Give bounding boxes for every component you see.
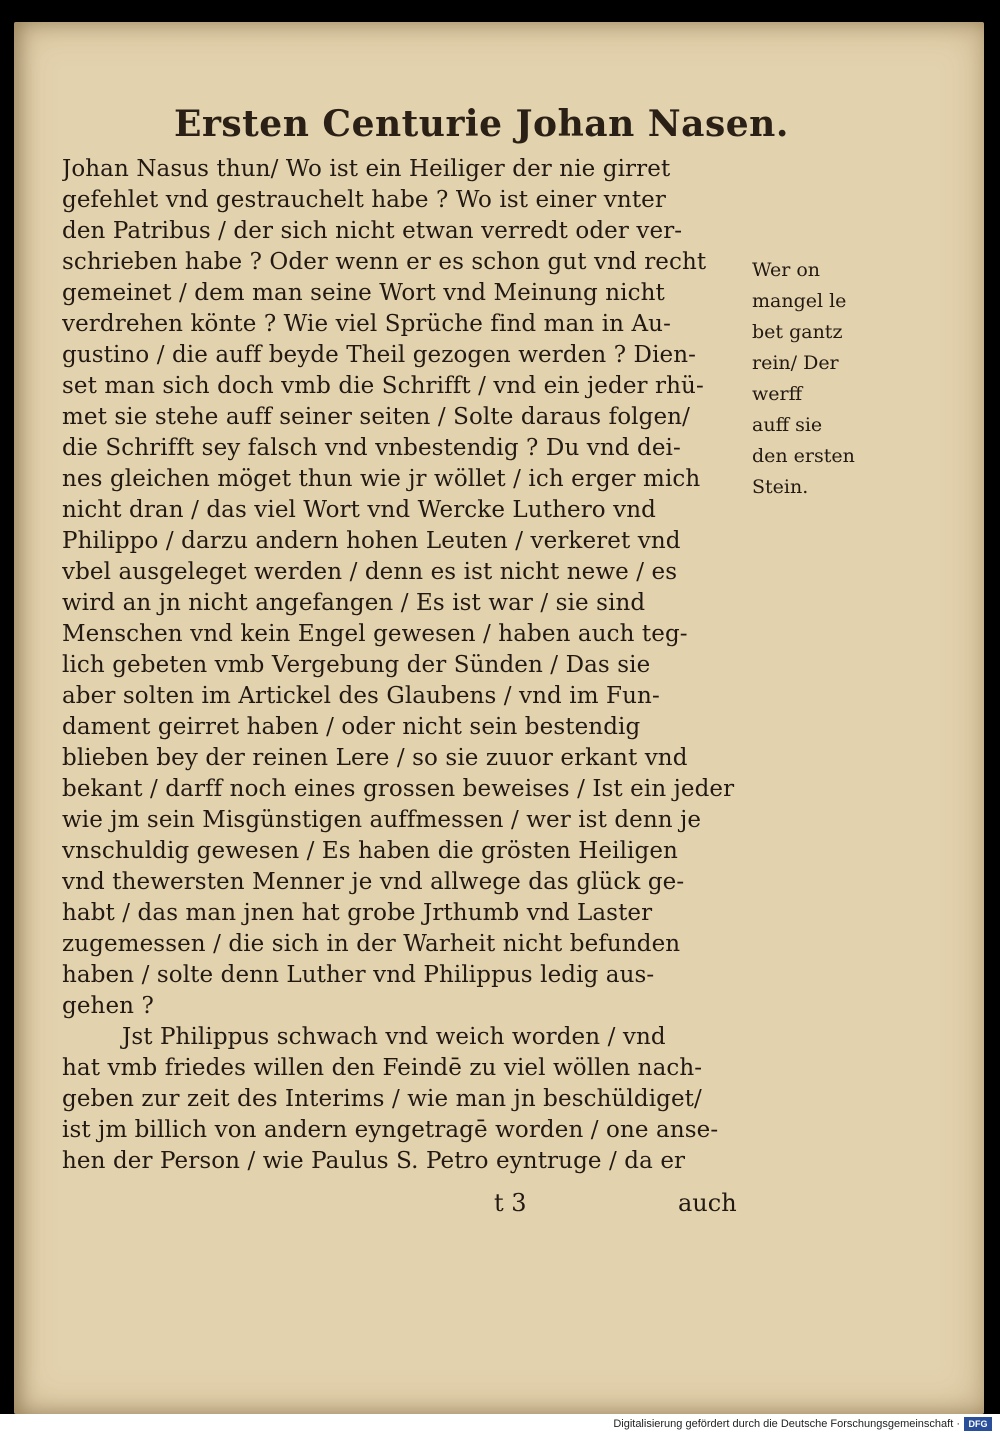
margin-note-line: Wer on [752,259,821,281]
body-text [62,154,762,1177]
text-line: nicht dran / das viel Wort vnd Wercke Luthero vnd [62,497,656,523]
text-line: aber solten im Artickel des Glaubens / vnd im Fun- [62,683,660,709]
text-line: ist jm billich von andern eyngetragē worden / one anse- [62,1117,719,1143]
text-line: lich gebeten vmb Vergebung der Sünden / Das sie [62,652,651,678]
margin-note-line: werff [752,383,803,405]
text-line: nes gleichen möget thun wie jr wöllet / ich erger mich [62,466,701,492]
text-line: blieben bey der reinen Lere / so sie zuuor erkant vnd [62,745,688,771]
margin-note-line: auff sie [752,414,823,436]
text-line: wie jm sein Misgünstigen auffmessen / wer ist denn je [62,807,702,833]
credit-text: Digitalisierung gefördert durch die Deutsche Forschungsgemeinschaft · [613,1418,960,1430]
text-line: die Schrifft sey falsch vnd vnbestendig ? Du vnd dei- [62,435,681,461]
margin-note-line: bet gantz [752,321,843,343]
dfg-logo-icon: DFG [964,1417,992,1431]
text-line: hat vmb friedes willen den Feindē zu viel wöllen nach- [62,1055,703,1081]
catchword: auch [678,1189,737,1217]
margin-note-line: Stein. [752,476,809,498]
margin-note-line: den ersten [752,445,855,467]
margin-note-line: rein/ Der [752,352,839,374]
text-line: geben zur zeit des Interims / wie man jn beschüldiget/ [62,1086,702,1112]
text-line: verdrehen könte ? Wie viel Sprüche find man in Au- [62,311,671,337]
text-line: vnschuldig gewesen / Es haben die grösten Heiligen [62,838,678,864]
text-line: den Patribus / der sich nicht etwan verredt oder ver- [62,218,683,244]
text-line: met sie stehe auff seiner seiten / Solte daraus folgen/ [62,404,690,430]
text-line: gefehlet vnd gestrauchelt habe ? Wo ist einer vnter [62,187,666,213]
text-line: gehen ? [62,993,154,1019]
running-header: Ersten Centurie Johan Nasen. [174,103,789,145]
margin-note [752,255,872,503]
text-line: zugemessen / die sich in der Warheit nicht befunden [62,931,681,957]
text-line: habt / das man jnen hat grobe Jrthumb vnd Laster [62,900,653,926]
text-line: Menschen vnd kein Engel gewesen / haben auch teg- [62,621,688,647]
text-line: bekant / darff noch eines grossen beweises / Ist ein jeder [62,776,735,802]
text-line: set man sich doch vmb die Schrifft / vnd ein jeder rhü- [62,373,704,399]
signature-mark: t 3 [494,1189,527,1217]
text-line: vbel ausgeleget werden / denn es ist nicht newe / es [62,559,678,585]
credit-bar [0,1414,1000,1434]
text-line: dament geirret haben / oder nicht sein bestendig [62,714,641,740]
text-line: Jst Philippus schwach vnd weich worden / vnd [122,1024,666,1050]
text-line: gemeinet / dem man seine Wort vnd Meinung nicht [62,280,665,306]
text-line: hen der Person / wie Paulus S. Petro eyntruge / da er [62,1148,686,1174]
text-line: wird an jn nicht angefangen / Es ist war / sie sind [62,590,646,616]
text-line: haben / solte denn Luther vnd Philippus ledig aus- [62,962,655,988]
text-line: vnd thewersten Menner je vnd allwege das glück ge- [62,869,685,895]
margin-note-line: mangel le [752,290,847,312]
text-line: Philippo / darzu andern hohen Leuten / verkeret vnd [62,528,681,554]
text-line: Johan Nasus thun/ Wo ist ein Heiliger der nie girret [62,156,671,182]
book-page [14,22,984,1414]
text-line: gustino / die auff beyde Theil gezogen werden ? Dien- [62,342,697,368]
text-line: schrieben habe ? Oder wenn er es schon gut vnd recht [62,249,707,275]
